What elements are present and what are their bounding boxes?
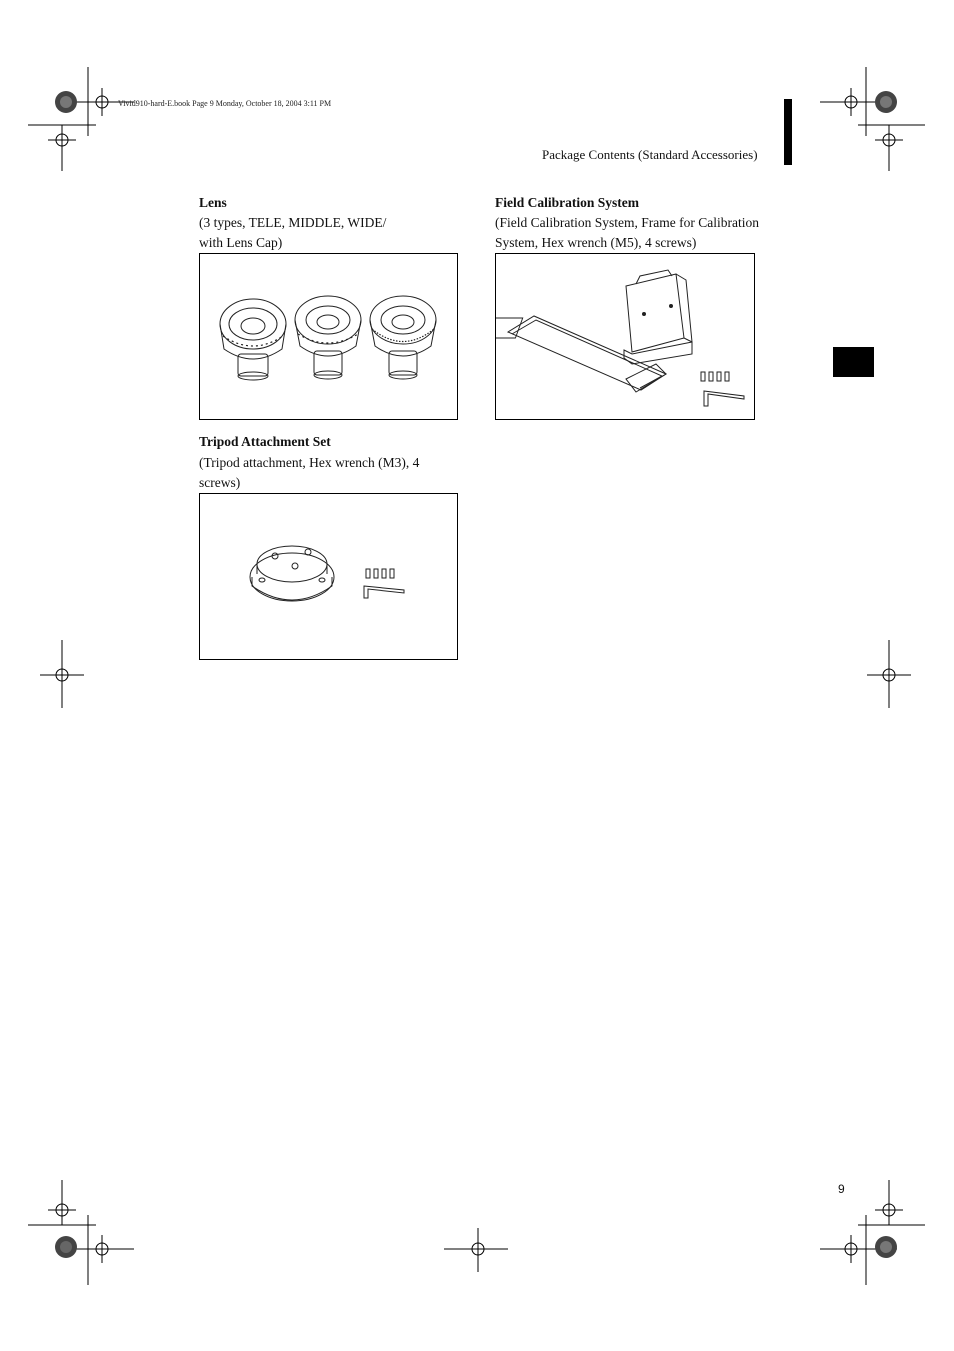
item-title-calibration: Field Calibration System <box>495 195 639 210</box>
header-bar <box>784 99 792 165</box>
page-number: 9 <box>838 1182 845 1196</box>
figure-tripod <box>199 493 458 660</box>
item-desc-tripod: (Tripod attachment, Hex wrench (M3), 4 screws) <box>199 455 420 490</box>
figure-calibration <box>495 253 755 420</box>
item-title-tripod: Tripod Attachment Set <box>199 434 331 449</box>
item-desc-lens: (3 types, TELE, MIDDLE, WIDE/ with Lens Cap) <box>199 215 387 250</box>
running-header: Package Contents (Standard Accessories) <box>542 147 758 162</box>
lens-icon <box>200 254 456 418</box>
figure-lens <box>199 253 458 420</box>
item-title-lens: Lens <box>199 195 227 210</box>
tripod-attachment-icon <box>200 494 456 658</box>
item-desc-calibration: (Field Calibration System, Frame for Calibration System, Hex wrench (M5), 4 screws) <box>495 215 759 250</box>
calibration-system-icon <box>496 254 753 418</box>
chapter-tab <box>833 347 874 377</box>
print-imprint: Vivid910-hard-E.book Page 9 Monday, October 18, 2004 3:11 PM <box>118 99 332 108</box>
